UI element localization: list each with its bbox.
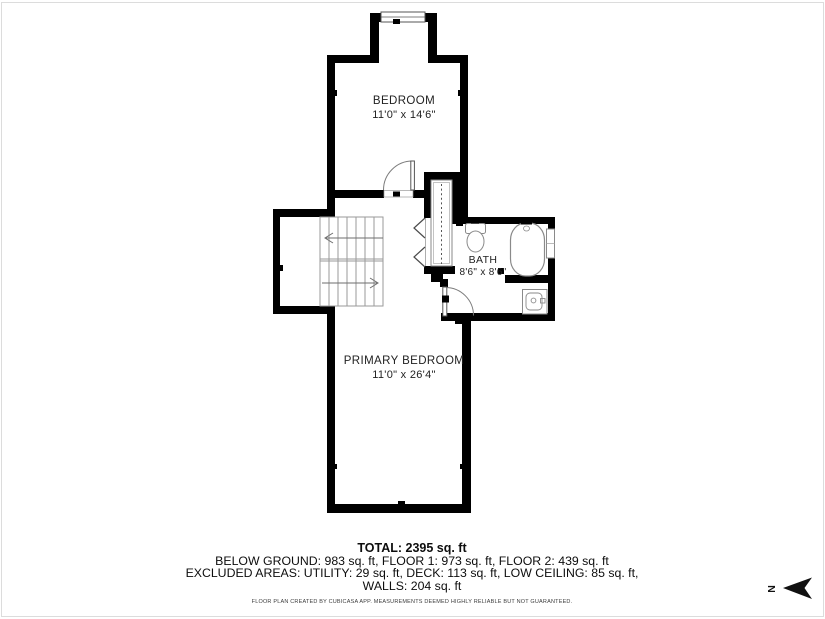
primary-bedroom-right-wall xyxy=(462,313,471,513)
sink-vanity xyxy=(523,290,548,315)
marker-stairwell-left xyxy=(277,265,283,271)
toilet-flush-marker xyxy=(471,219,479,224)
excluded-areas-text: EXCLUDED AREAS: UTILITY: 29 sq. ft, DECK: 113 sq. ft, LOW CEILING: 85 sq. ft, xyxy=(185,566,639,581)
staircase xyxy=(320,217,383,306)
marker-bath-top xyxy=(456,222,463,226)
north-arrow-icon xyxy=(783,578,812,600)
bedroom-door xyxy=(384,161,415,197)
bath-label xyxy=(459,254,506,279)
bathtub-faucet xyxy=(521,220,532,225)
closet-bottom-wall xyxy=(424,266,455,274)
stairwell-top-wall xyxy=(273,209,335,217)
bedroom-right-wall xyxy=(460,55,468,222)
bedroom-label xyxy=(372,94,435,122)
bedroom-door-swing-arc xyxy=(384,161,413,190)
marker-primary-right xyxy=(460,464,465,469)
total-area-text: TOTAL: 2395 sq. ft xyxy=(357,541,467,555)
closet-right-wall xyxy=(452,172,460,222)
marker-primary-bottom xyxy=(398,501,405,506)
toilet xyxy=(466,219,486,253)
area-summary xyxy=(186,542,639,592)
marker-bedroom-left xyxy=(331,90,337,96)
folding-door-chevron-bottom xyxy=(414,247,425,267)
bedroom-door-marker xyxy=(393,192,400,197)
disclaimer-text: FLOOR PLAN CREATED BY CUBICASA APP. MEASUREMENTS DEEMED HIGHLY RELIABLE BUT NOT GUARANTEED. xyxy=(251,599,573,605)
marker-primary-left xyxy=(332,464,337,469)
marker-bath-bottom xyxy=(455,318,462,324)
bath-name: BATH xyxy=(468,254,498,266)
bathtub-drain xyxy=(524,226,530,231)
bath-top-wall xyxy=(452,217,555,224)
bedroom-name: BEDROOM xyxy=(372,95,436,107)
bedroom-door-leaf xyxy=(411,161,415,190)
stairwell-left-wall xyxy=(273,209,280,314)
toilet-bowl xyxy=(467,231,484,252)
dormer-left-wall xyxy=(370,13,379,58)
marker-bedroom-right xyxy=(458,90,464,96)
stairwell-bottom-wall xyxy=(273,306,335,314)
primary-bedroom-name: PRIMARY BEDROOM xyxy=(343,355,465,367)
bath-door-swing-arc xyxy=(446,288,474,316)
primary-bedroom-dimensions: 11'0" x 26'4" xyxy=(372,369,436,381)
floor-areas-text: BELOW GROUND: 983 sq. ft, FLOOR 1: 973 sq. ft, FLOOR 2: 439 sq. ft xyxy=(215,554,609,568)
bath-dimensions: 8'6" x 8'6" xyxy=(459,267,507,278)
north-label: N xyxy=(765,585,778,593)
bath-door-jamb xyxy=(440,279,448,287)
bathtub xyxy=(511,220,545,277)
primary-bedroom-left-wall xyxy=(327,306,335,512)
marker-window-center xyxy=(393,19,400,24)
primary-bedroom-label xyxy=(344,354,465,382)
bath-door xyxy=(442,287,474,316)
dormer-right-wall xyxy=(428,13,437,58)
walls-area-text: WALLS: 204 sq. ft xyxy=(362,578,462,593)
bath-door-marker xyxy=(442,296,449,303)
bedroom-dimensions: 11'0" x 14'6" xyxy=(372,109,436,121)
bedroom-bottom-wall-left xyxy=(327,190,384,198)
folding-door-chevron-top xyxy=(414,218,425,238)
